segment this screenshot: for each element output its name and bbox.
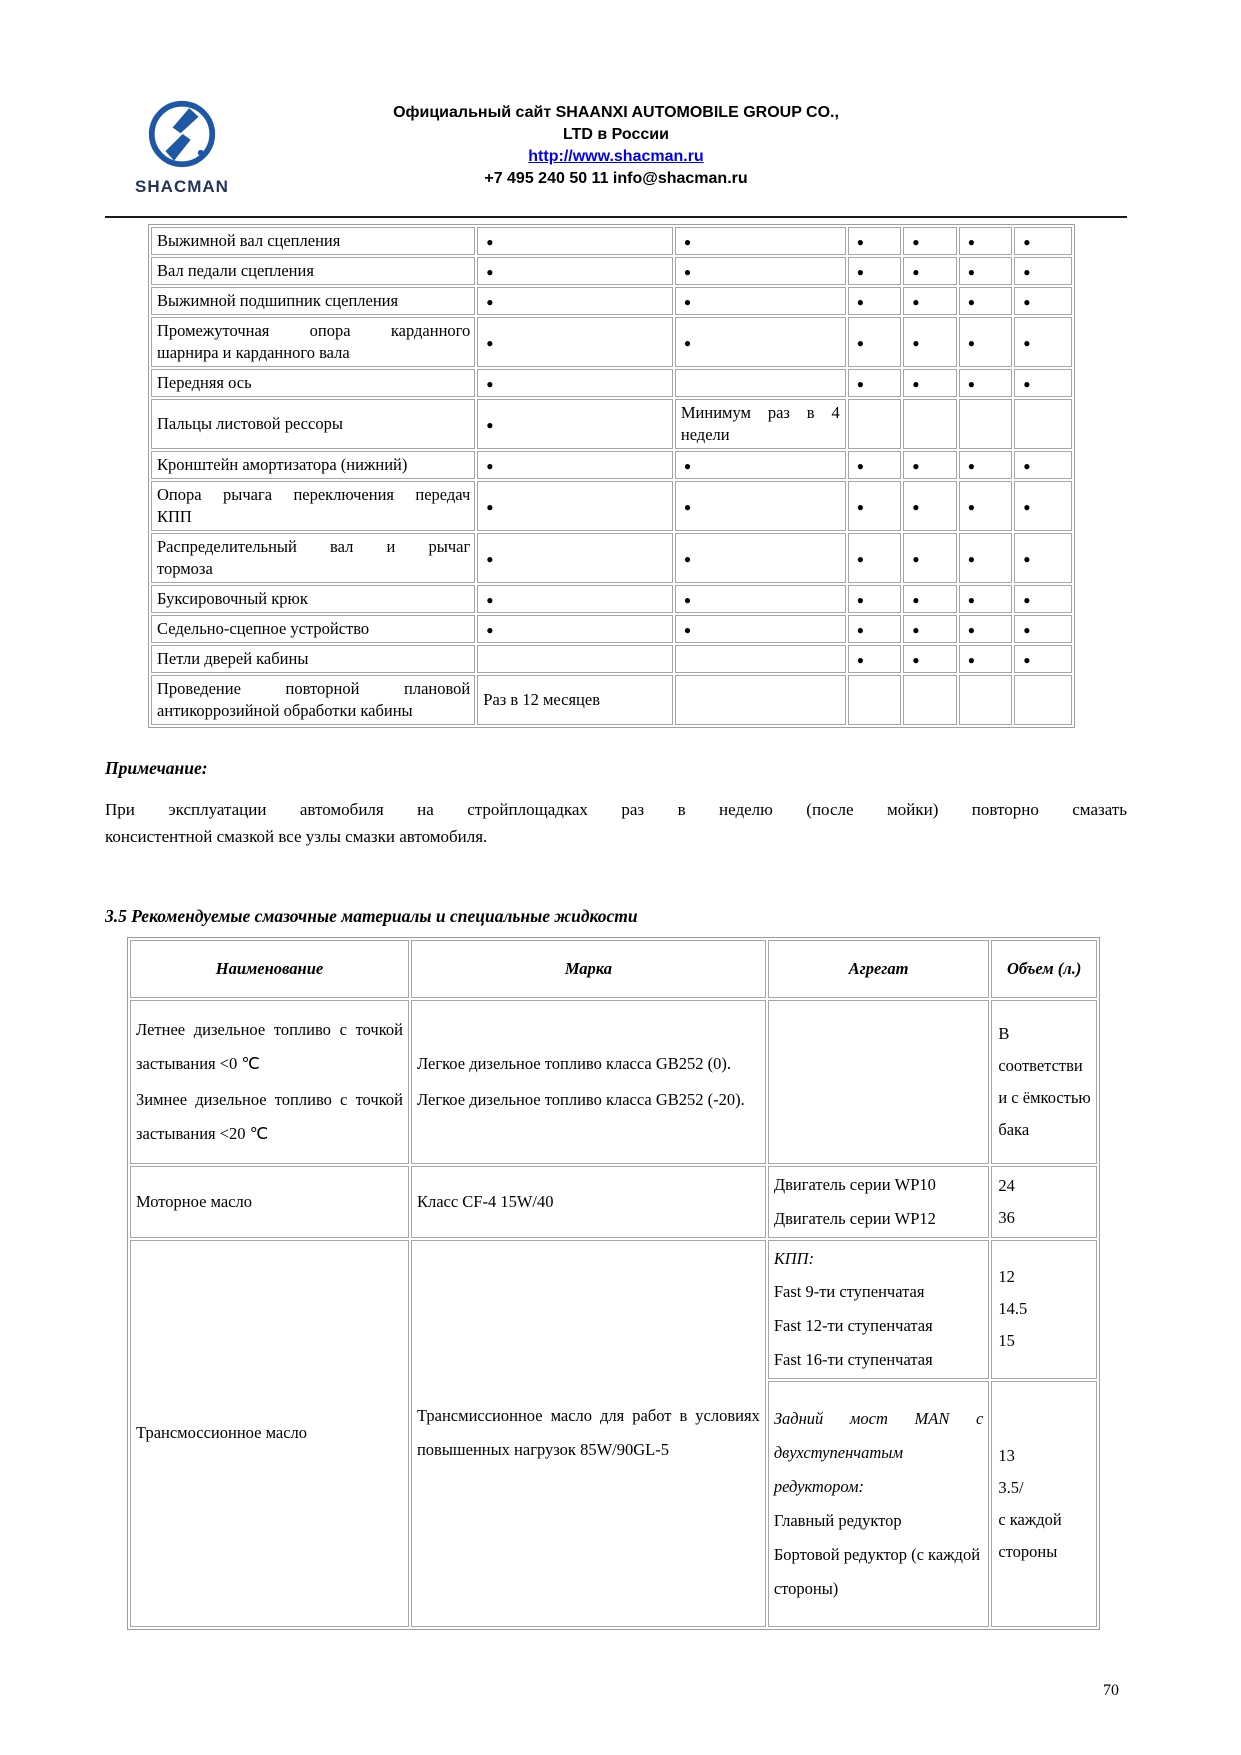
bullet-marker: ● (683, 234, 692, 249)
table-row (151, 257, 1072, 285)
bullet-marker: ● (912, 551, 920, 566)
table-row (151, 645, 1072, 673)
lubricants-header-row (130, 940, 1097, 998)
gear-oil-name-cell: Трансмоссионное масло (130, 1240, 409, 1627)
bullet-marker: ● (486, 622, 494, 637)
bullet-marker: ● (1023, 592, 1031, 607)
bullet-cell (1014, 615, 1072, 643)
bullet-cell (477, 287, 673, 315)
fuel-brand-cell: Легкое дизельное топливо класса GB252 (0). Легкое дизельное топливо класса GB252 (-20). (411, 1000, 766, 1164)
bullet-marker: ● (912, 458, 920, 473)
rear-axle-aggregate-cell (768, 1381, 990, 1627)
bullet-cell (1014, 227, 1072, 255)
motor-oil-brand-cell: Класс CF-4 15W/40 (411, 1166, 766, 1238)
table-row (151, 585, 1072, 613)
bullet-cell (675, 257, 846, 285)
bullet-cell (477, 533, 673, 583)
bullet-marker: ● (856, 499, 864, 514)
empty-cell (959, 675, 1013, 725)
bullet-marker: ● (912, 376, 920, 391)
bullet-marker: ● (683, 592, 692, 607)
row-label: Опора рычага переключения передач КПП (151, 481, 475, 531)
bullet-cell (848, 645, 902, 673)
bullet-cell (903, 287, 957, 315)
table-row (151, 451, 1072, 479)
col-header-aggregate: Агрегат (768, 940, 990, 998)
bullet-marker: ● (683, 551, 692, 566)
empty-cell (1014, 675, 1072, 725)
table-row (130, 1000, 1097, 1164)
note-line: При эксплуатации автомобиля на стройплощадках раз в неделю (после мойки) повторно смазать (105, 800, 1127, 819)
bullet-cell (675, 533, 846, 583)
rear-axle-title: Задний мост MAN с двухступенчатым редуктором: (773, 1409, 984, 1497)
bullet-cell (675, 451, 846, 479)
bullet-cell (903, 227, 957, 255)
section-heading: 3.5 Рекомендуемые смазочные материалы и специальные жидкости (105, 906, 638, 926)
bullet-cell (848, 585, 902, 613)
note-line: консистентной смазкой все узлы смазки автомобиля. (105, 827, 488, 846)
table-row (151, 287, 1072, 315)
bullet-cell (959, 645, 1013, 673)
header-text-block (105, 102, 1127, 190)
table-row (130, 1166, 1097, 1238)
fuel-name-cell: Летнее дизельное топливо с точкой застывания <0 ℃ Зимнее дизельное топливо с точкой застывания <20 ℃ (130, 1000, 409, 1164)
bullet-cell (959, 481, 1013, 531)
gearbox-volume-cell: 12 14.5 15 (991, 1240, 1097, 1379)
maintenance-schedule-table (148, 224, 1075, 728)
empty-cell (675, 369, 846, 397)
bullet-cell (477, 227, 673, 255)
bullet-marker: ● (1023, 499, 1031, 514)
bullet-marker: ● (856, 551, 864, 566)
bullet-marker: ● (967, 294, 976, 309)
bullet-marker: ● (912, 234, 920, 249)
gearbox-lines: Fast 9-ти ступенчатая Fast 12-ти ступенчатая Fast 16-ти ступенчатая (773, 1282, 933, 1370)
bullet-marker: ● (1023, 458, 1031, 473)
bullet-cell (903, 451, 957, 479)
bullet-marker: ● (967, 551, 976, 566)
rear-axle-lines: Главный редуктор Бортовой редуктор (с каждой стороны) (773, 1510, 981, 1598)
bullet-marker: ● (486, 294, 494, 309)
bullet-cell (477, 399, 673, 449)
bullet-marker: ● (1023, 376, 1031, 391)
bullet-marker: ● (1023, 622, 1031, 637)
bullet-cell (1014, 533, 1072, 583)
bullet-cell (1014, 287, 1072, 315)
bullet-marker: ● (912, 264, 920, 279)
row-label: Передняя ось (151, 369, 475, 397)
bullet-cell (675, 585, 846, 613)
row-label: Буксировочный крюк (151, 585, 475, 613)
bullet-marker: ● (683, 294, 692, 309)
bullet-cell (959, 287, 1013, 315)
table-row (151, 399, 1072, 449)
table-row (151, 369, 1072, 397)
lubricants-table (127, 937, 1100, 1630)
col-header-brand: Марка (411, 940, 766, 998)
row-label: Петли дверей кабины (151, 645, 475, 673)
bullet-cell (848, 257, 902, 285)
empty-cell (477, 645, 673, 673)
bullet-cell (903, 369, 957, 397)
schedule-note-cell: Минимум раз в 4 недели (675, 399, 846, 449)
row-label: Пальцы листовой рессоры (151, 399, 475, 449)
empty-cell (768, 1000, 990, 1164)
gearbox-title: КПП: (773, 1248, 815, 1268)
bullet-marker: ● (1023, 264, 1031, 279)
bullet-cell (903, 317, 957, 367)
table-row (151, 227, 1072, 255)
motor-oil-aggregate-cell: Двигатель серии WP10 Двигатель серии WP12 (768, 1166, 990, 1238)
bullet-marker: ● (856, 294, 864, 309)
note-body (105, 796, 1127, 850)
bullet-marker: ● (486, 234, 494, 249)
bullet-cell (477, 585, 673, 613)
bullet-marker: ● (486, 551, 494, 566)
bullet-cell (903, 585, 957, 613)
motor-oil-name-cell: Моторное масло (130, 1166, 409, 1238)
bullet-marker: ● (856, 376, 864, 391)
row-label: Седельно-сцепное устройство (151, 615, 475, 643)
bullet-marker: ● (967, 499, 976, 514)
bullet-marker: ● (856, 264, 864, 279)
bullet-marker: ● (856, 335, 864, 350)
bullet-marker: ● (912, 499, 920, 514)
empty-cell (1014, 399, 1072, 449)
table-row (130, 1240, 1097, 1379)
table-row (151, 533, 1072, 583)
bullet-marker: ● (683, 622, 692, 637)
bullet-cell (959, 585, 1013, 613)
bullet-cell (959, 227, 1013, 255)
maintenance-table-body (151, 227, 1072, 725)
bullet-marker: ● (967, 622, 976, 637)
bullet-cell (477, 481, 673, 531)
bullet-cell (959, 533, 1013, 583)
bullet-cell (477, 317, 673, 367)
bullet-marker: ● (1023, 335, 1031, 350)
motor-oil-volume-cell: 24 36 (991, 1166, 1097, 1238)
bullet-cell (675, 317, 846, 367)
bullet-marker: ● (1023, 294, 1031, 309)
header-company-line1: Официальный сайт SHAANXI AUTOMOBILE GROUP CO., (393, 104, 839, 121)
bullet-marker: ● (486, 499, 494, 514)
bullet-cell (675, 481, 846, 531)
bullet-marker: ● (912, 294, 920, 309)
bullet-cell (477, 257, 673, 285)
empty-cell (675, 675, 846, 725)
empty-cell (959, 399, 1013, 449)
bullet-cell (903, 615, 957, 643)
bullet-marker: ● (912, 622, 920, 637)
row-label: Проведение повторной плановой антикоррозийной обработки кабины (151, 675, 475, 725)
bullet-marker: ● (912, 652, 920, 667)
bullet-cell (848, 317, 902, 367)
gearbox-aggregate-cell (768, 1240, 990, 1379)
bullet-cell (848, 481, 902, 531)
header-contact-line: +7 495 240 50 11 info@shacman.ru (484, 170, 748, 187)
bullet-marker: ● (856, 652, 864, 667)
bullet-marker: ● (912, 335, 920, 350)
bullet-marker: ● (486, 335, 494, 350)
bullet-cell (675, 227, 846, 255)
bullet-marker: ● (1023, 652, 1031, 667)
bullet-marker: ● (967, 264, 976, 279)
fuel-volume-cell: В соответствии с ёмкостью бака (991, 1000, 1097, 1164)
bullet-cell (959, 317, 1013, 367)
rear-axle-volume-cell: 13 3.5/ с каждой стороны (991, 1381, 1097, 1627)
bullet-marker: ● (683, 335, 692, 350)
bullet-marker: ● (967, 458, 976, 473)
col-header-name: Наименование (130, 940, 409, 998)
bullet-cell (848, 227, 902, 255)
row-label: Распределительный вал и рычаг тормоза (151, 533, 475, 583)
logo-wordmark: SHACMAN (135, 177, 229, 196)
row-label: Выжимной подшипник сцепления (151, 287, 475, 315)
bullet-marker: ● (1023, 551, 1031, 566)
bullet-cell (675, 287, 846, 315)
bullet-cell (903, 481, 957, 531)
bullet-marker: ● (486, 458, 494, 473)
bullet-cell (477, 369, 673, 397)
page-header (105, 100, 1127, 212)
bullet-marker: ● (856, 622, 864, 637)
bullet-cell (1014, 645, 1072, 673)
empty-cell (848, 399, 902, 449)
bullet-cell (1014, 317, 1072, 367)
bullet-cell (848, 533, 902, 583)
empty-cell (903, 399, 957, 449)
bullet-cell (959, 369, 1013, 397)
bullet-cell (1014, 481, 1072, 531)
bullet-marker: ● (486, 376, 494, 391)
bullet-cell (1014, 369, 1072, 397)
bullet-cell (903, 257, 957, 285)
page-number: 70 (1103, 1682, 1119, 1699)
bullet-cell (848, 369, 902, 397)
bullet-marker: ● (967, 376, 976, 391)
bullet-cell (477, 615, 673, 643)
bullet-marker: ● (1023, 234, 1031, 249)
bullet-marker: ● (683, 264, 692, 279)
header-divider (105, 216, 1127, 218)
bullet-marker: ● (967, 652, 976, 667)
empty-cell (848, 675, 902, 725)
bullet-marker: ● (683, 499, 692, 514)
bullet-cell (1014, 585, 1072, 613)
table-row (151, 615, 1072, 643)
bullet-marker: ● (912, 592, 920, 607)
bullet-marker: ● (967, 592, 976, 607)
header-company-line2: LTD в России (563, 126, 669, 143)
row-label: Промежуточная опора карданного шарнира и карданного вала (151, 317, 475, 367)
table-row (151, 481, 1072, 531)
bullet-cell (959, 257, 1013, 285)
note-title: Примечание: (105, 758, 208, 778)
bullet-marker: ● (856, 458, 864, 473)
empty-cell (675, 645, 846, 673)
gear-oil-brand-cell: Трансмиссионное масло для работ в условиях повышенных нагрузок 85W/90GL-5 (411, 1240, 766, 1627)
bullet-cell (903, 645, 957, 673)
row-label: Вал педали сцепления (151, 257, 475, 285)
empty-cell (903, 675, 957, 725)
bullet-marker: ● (683, 458, 692, 473)
col-header-volume: Объем (л.) (991, 940, 1097, 998)
bullet-marker: ● (967, 335, 976, 350)
row-label: Выжимной вал сцепления (151, 227, 475, 255)
bullet-cell (848, 615, 902, 643)
bullet-cell (1014, 451, 1072, 479)
bullet-cell (848, 451, 902, 479)
website-link[interactable]: http://www.shacman.ru (528, 148, 704, 165)
row-label: Кронштейн амортизатора (нижний) (151, 451, 475, 479)
bullet-marker: ● (856, 234, 864, 249)
bullet-cell (1014, 257, 1072, 285)
bullet-cell (848, 287, 902, 315)
bullet-cell (959, 451, 1013, 479)
bullet-cell (477, 451, 673, 479)
bullet-marker: ● (967, 234, 976, 249)
bullet-cell (675, 615, 846, 643)
table-row (151, 675, 1072, 725)
table-row (151, 317, 1072, 367)
bullet-marker: ● (486, 592, 494, 607)
bullet-cell (903, 533, 957, 583)
bullet-cell (959, 615, 1013, 643)
schedule-note-cell: Раз в 12 месяцев (477, 675, 673, 725)
bullet-marker: ● (486, 417, 494, 432)
bullet-marker: ● (486, 264, 494, 279)
bullet-marker: ● (856, 592, 864, 607)
